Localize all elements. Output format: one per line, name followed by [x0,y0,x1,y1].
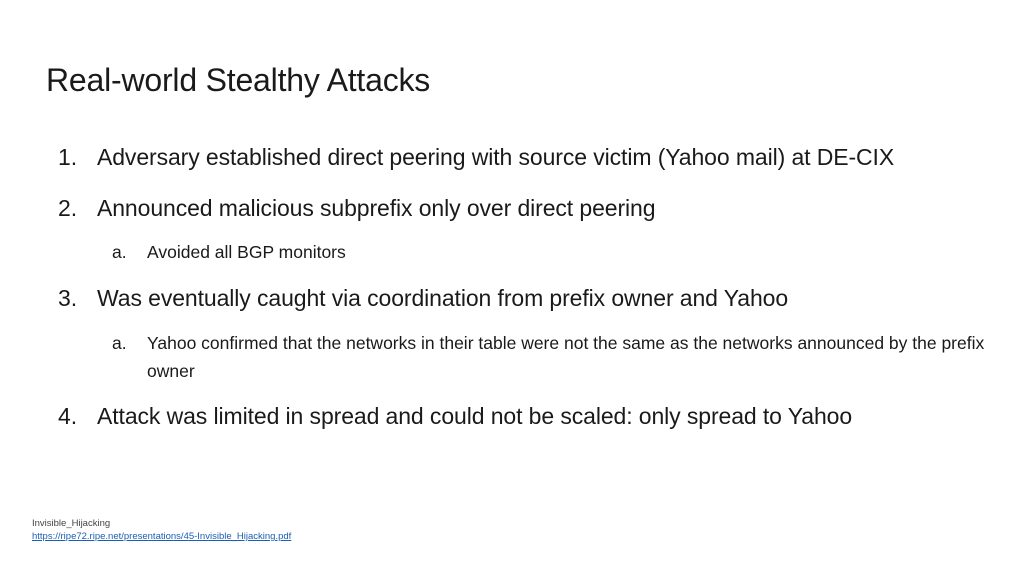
sub-item-letter: a. [112,242,127,262]
sub-item-text: Avoided all BGP monitors [147,242,346,262]
sub-item-text: Yahoo confirmed that the networks in their table were not the same as the networks announced by the prefix owner [147,333,985,381]
list-item-number: 1. [58,144,77,170]
list-item-number: 3. [58,285,77,311]
list-item-text: Attack was limited in spread and could not be scaled: only spread to Yahoo [97,403,853,429]
footer-source-link[interactable]: https://ripe72.ripe.net/presentations/45-Invisible_Hijacking.pdf [32,531,292,542]
list-item-text: Was eventually caught via coordination from prefix owner and Yahoo [97,285,789,311]
list-item-text: Adversary established direct peering with source victim (Yahoo mail) at DE-CIX [97,144,895,170]
list-item-number: 4. [58,403,77,429]
list-item-text: Announced malicious subprefix only over direct peering [97,195,656,221]
list-item-number: 2. [58,195,77,221]
slide-title: Real-world Stealthy Attacks [46,62,431,98]
footer-source-label: Invisible_Hijacking [32,518,111,529]
slide-footer [32,517,291,543]
sub-item-letter: a. [112,333,127,353]
